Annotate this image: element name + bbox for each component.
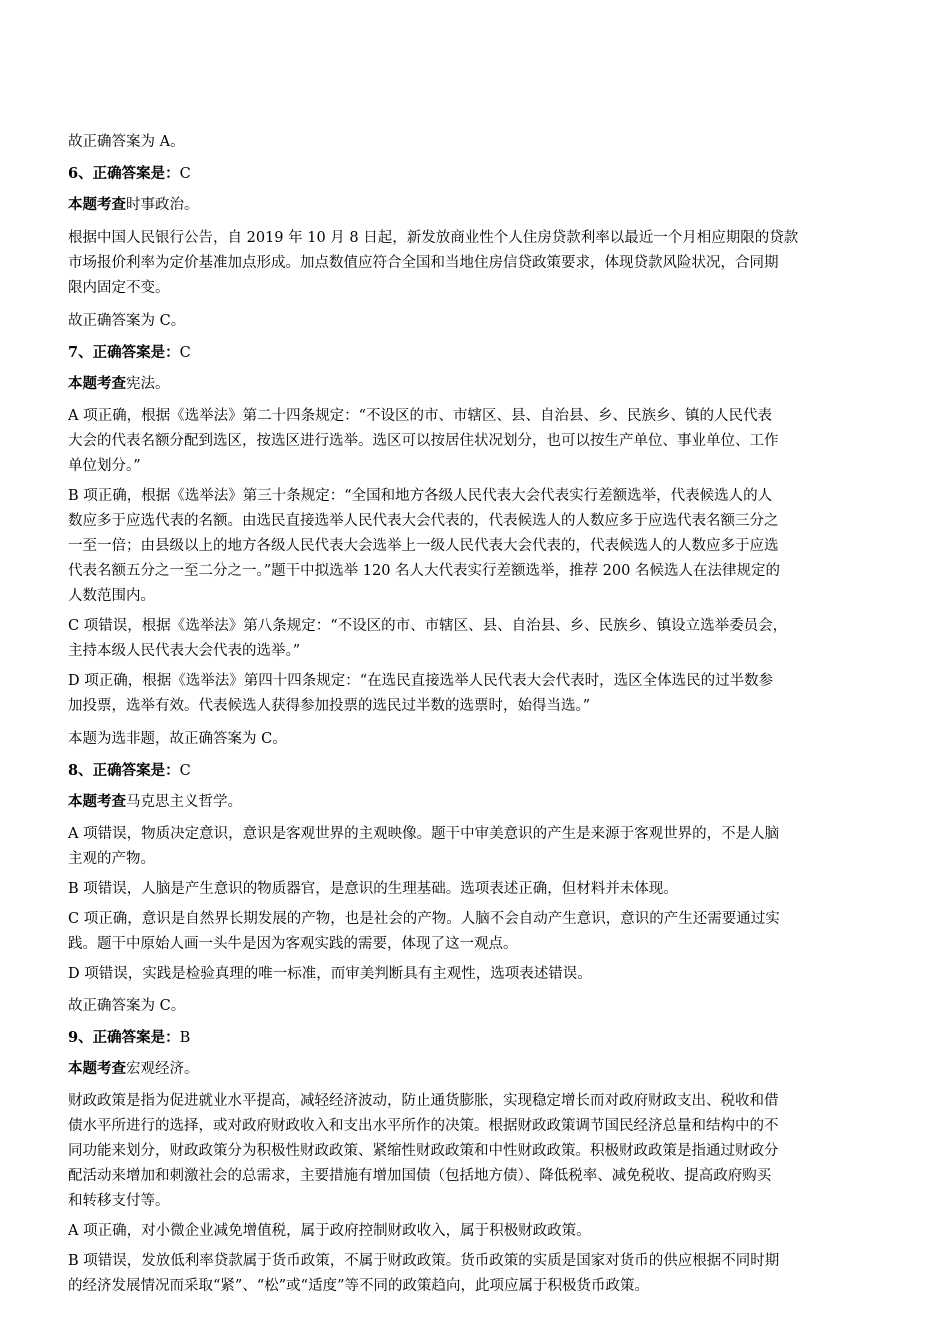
paragraph-line: 的经济发展情况而采取“紧”、“松”或“适度”等不同的政策趋向，此项应属于积极货币政策。	[68, 1278, 649, 1294]
answer-letter: C	[179, 166, 191, 182]
answer-heading-9	[68, 1025, 884, 1051]
topic-value: 马克思主义哲学。	[126, 794, 242, 810]
answer-letter: C	[179, 345, 191, 361]
answer-conclusion: 故正确答案为 C。	[68, 998, 186, 1014]
paragraph-line: 同功能来划分，财政政策分为积极性财政政策、紧缩性财政政策和中性财政政策。积极财政政策是指通过财政分	[68, 1143, 779, 1159]
paragraph-line: C 项错误，根据《选举法》第八条规定：“不设区的市、市辖区、县、自治县、乡、民族乡、镇设立选举委员会，	[68, 618, 788, 634]
paragraph-line: 践。题干中原始人画一头牛是因为客观实践的需要，体现了这一观点。	[68, 936, 518, 952]
answer-conclusion: 本题为选非题，故正确答案为 C。	[68, 731, 287, 747]
paragraph-line: A 项正确，根据《选举法》第二十四条规定：“不设区的市、市辖区、县、自治县、乡、民族乡、镇的人民代表	[68, 408, 772, 424]
paragraph-line: A 项正确，对小微企业减免增值税，属于政府控制财政收入，属于积极财政政策。	[68, 1223, 591, 1239]
paragraph-line: 配活动来增加和刺激社会的总需求，主要措施有增加国债（包括地方债）、降低税率、减免税收、提高政府购买	[68, 1168, 772, 1184]
paragraph-line: 限内固定不变。	[68, 280, 170, 296]
answer-heading-label: 7、正确答案是：	[68, 344, 180, 361]
answer-heading-7	[68, 340, 884, 366]
paragraph-line: 代表名额五分之一至二分之一。”题干中拟选举 120 名人大代表实行差额选举，推荐 200 名候选人在法律规定的	[68, 563, 780, 579]
answer-heading-label: 8、正确答案是：	[68, 762, 180, 779]
paragraph-line: 数应多于应选代表的名额。由选民直接选举人民代表大会代表的，代表候选人的人数应多于应选代表名额三分之	[68, 513, 779, 529]
answer-heading-label: 9、正确答案是：	[68, 1029, 180, 1046]
paragraph-line: 单位划分。”	[68, 458, 141, 474]
answer-conclusion: 故正确答案为 A。	[68, 134, 185, 150]
paragraph-line: 和转移支付等。	[68, 1193, 170, 1209]
paragraph-line: 债水平所进行的选择，或对政府财政收入和支出水平所作的决策。根据财政政策调节国民经济总量和结构中的不	[68, 1118, 779, 1134]
paragraph-line: B 项错误，发放低利率贷款属于货币政策，不属于财政政策。货币政策的实质是国家对货币的供应根据不同时期	[68, 1253, 780, 1269]
paragraph-line: A 项错误，物质决定意识，意识是客观世界的主观映像。题干中审美意识的产生是来源于客观世界的，不是人脑	[68, 826, 780, 842]
paragraph-line: 大会的代表名额分配到选区，按选区进行选举。选区可以按居住状况划分，也可以按生产单位、事业单位、工作	[68, 433, 779, 449]
paragraph-line: D 项错误，实践是检验真理的唯一标准，而审美判断具有主观性，选项表述错误。	[68, 966, 592, 982]
topic-value: 宏观经济。	[126, 1061, 199, 1077]
paragraph-line: 市场报价利率为定价基准加点形成。加点数值应符合全国和当地住房信贷政策要求，体现贷款风险状况，合同期	[68, 255, 779, 271]
answer-heading-8	[68, 758, 884, 784]
paragraph-line: 一至一倍；由县级以上的地方各级人民代表大会选举上一级人民代表大会代表的，代表候选人的人数应多于应选	[68, 538, 779, 554]
topic-label: 本题考查	[68, 1060, 126, 1077]
paragraph-line: 主持本级人民代表大会代表的选举。”	[68, 643, 301, 659]
topic-line	[68, 371, 884, 397]
answer-letter: B	[179, 1030, 191, 1046]
answer-heading-label: 6、正确答案是：	[68, 165, 180, 182]
answer-letter: C	[179, 763, 191, 779]
paragraph-line: B 项正确，根据《选举法》第三十条规定：“全国和地方各级人民代表大会代表实行差额选举，代表候选人的人	[68, 488, 773, 504]
topic-label: 本题考查	[68, 793, 126, 810]
topic-line	[68, 789, 884, 815]
topic-line	[68, 192, 884, 218]
topic-label: 本题考查	[68, 196, 126, 213]
paragraph-line: 加投票，选举有效。代表候选人获得参加投票的选民过半数的选票时，始得当选。”	[68, 698, 591, 714]
topic-line	[68, 1056, 884, 1082]
paragraph-line: 财政政策是指为促进就业水平提高，减轻经济波动，防止通货膨胀，实现稳定增长而对政府财政支出、税收和借	[68, 1093, 779, 1109]
topic-value: 宪法。	[126, 376, 170, 392]
paragraph-line: D 项正确，根据《选举法》第四十四条规定：“在选民直接选举人民代表大会代表时，选区全体选民的过半数参	[68, 673, 774, 689]
paragraph-line: C 项正确，意识是自然界长期发展的产物，也是社会的产物。人脑不会自动产生意识，意识的产生还需要通过实	[68, 911, 780, 927]
paragraph-line: 人数范围内。	[68, 588, 155, 604]
answer-heading-6	[68, 161, 884, 187]
paragraph-line: B 项错误，人脑是产生意识的物质器官，是意识的生理基础。选项表述正确，但材料并未体现。	[68, 881, 678, 897]
answer-conclusion: 故正确答案为 C。	[68, 313, 186, 329]
paragraph-line: 根据中国人民银行公告，自 2019 年 10 月 8 日起，新发放商业性个人住房贷款利率以最近一个月相应期限的贷款	[68, 230, 799, 246]
topic-value: 时事政治。	[126, 197, 199, 213]
paragraph-line: 主观的产物。	[68, 851, 155, 867]
topic-label: 本题考查	[68, 375, 126, 392]
